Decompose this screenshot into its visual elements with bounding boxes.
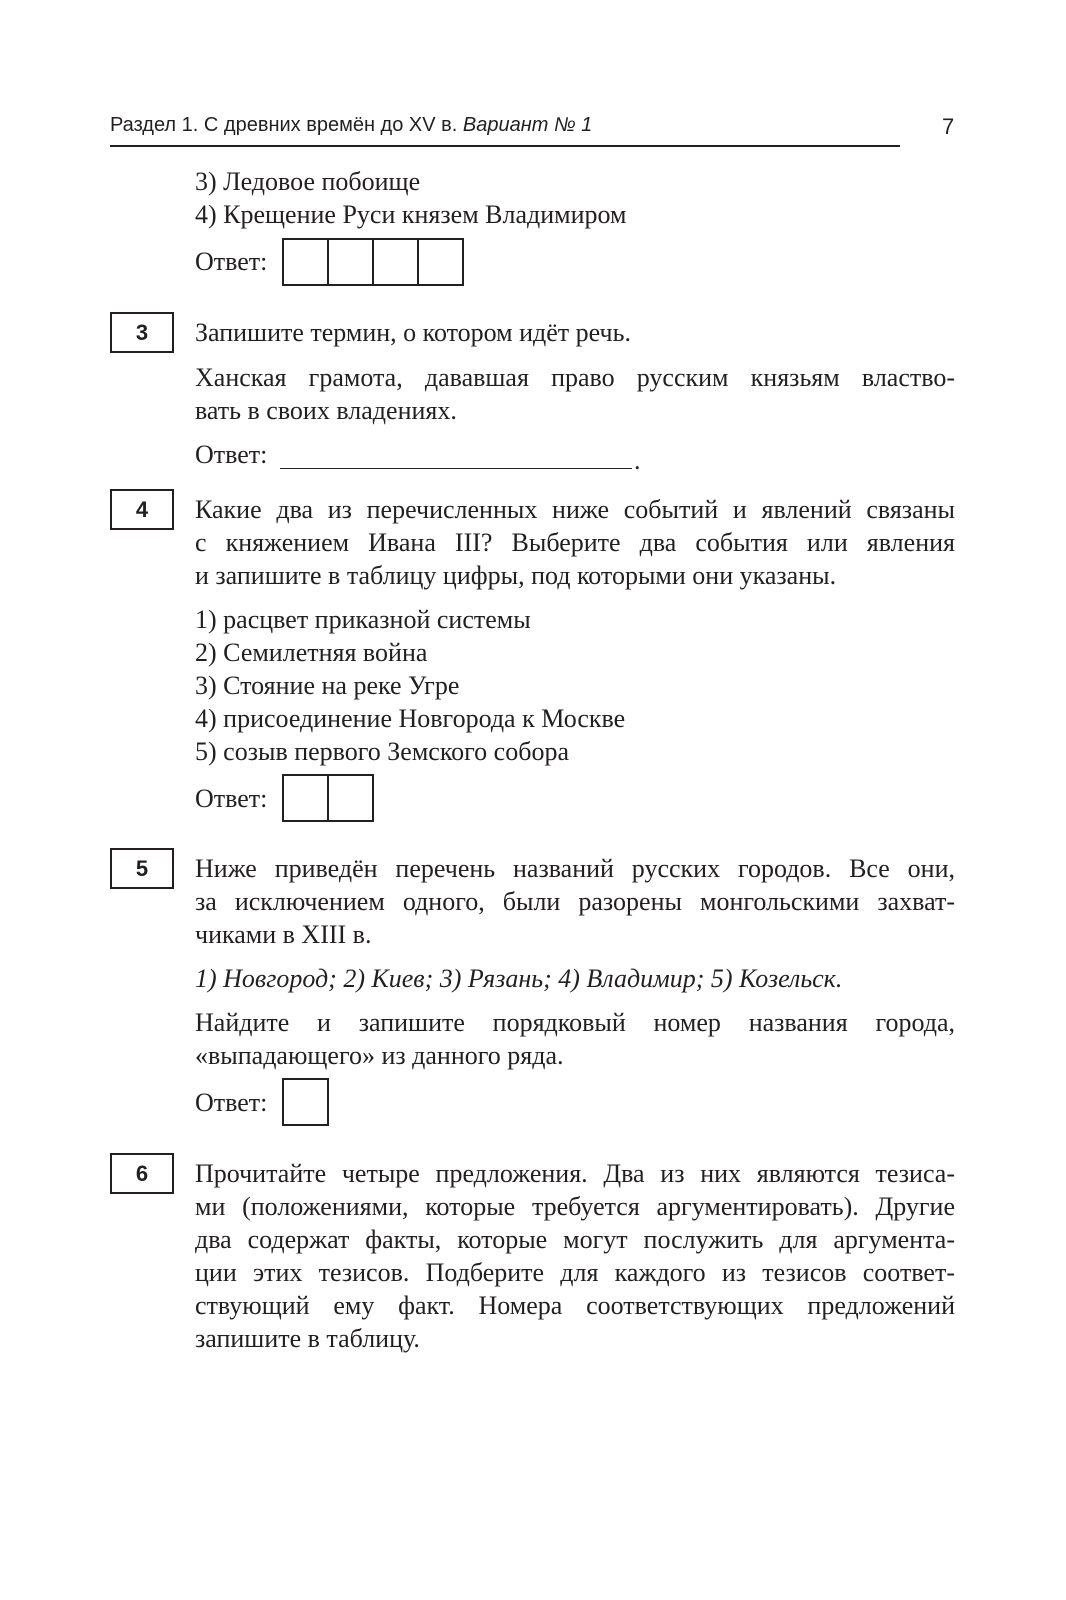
answer-boxes-q2[interactable] [282, 238, 464, 286]
question-text-line: чиками в XIII в. [195, 920, 372, 949]
section-title: Раздел 1. С древних времён до XV в. [110, 114, 458, 136]
question-text-line: ми (положениями, которые требуется аргументировать). Другие [195, 1192, 955, 1221]
page-number: 7 [942, 114, 955, 139]
answer-write-line[interactable] [280, 468, 632, 469]
question-text-line: за исключением одного, были разорены монгольскими захват- [195, 887, 955, 916]
question-number-5: 5 [110, 848, 174, 889]
answer-cell[interactable] [327, 238, 374, 286]
answer-cell[interactable] [282, 1078, 329, 1126]
answer-cell[interactable] [327, 774, 374, 822]
question-text-line: Прочитайте четыре предложения. Два из них являются тезиса- [195, 1159, 955, 1188]
option-line: 5) созыв первого Земского собора [195, 737, 569, 766]
answer-boxes-q4[interactable] [282, 774, 374, 822]
option-line: 2) Семилетняя война [195, 638, 428, 667]
option-line: 4) Крещение Руси князем Владимиром [195, 200, 627, 229]
option-line: 3) Ледовое побоище [195, 167, 421, 196]
question-text-line: два содержат факты, которые могут послужить для аргумента- [195, 1225, 955, 1254]
question-text-line: запишите в таблицу. [195, 1324, 420, 1353]
variant-label: Вариант № 1 [462, 114, 593, 136]
question-task-line: «выпадающего» из данного ряда. [195, 1041, 564, 1070]
option-line: 4) присоединение Новгорода к Москве [195, 704, 626, 733]
answer-boxes-q5[interactable] [282, 1078, 329, 1126]
question-text-line: Ниже приведён перечень названий русских городов. Все они, [195, 854, 955, 883]
answer-label: Ответ: [195, 784, 268, 813]
answer-cell[interactable] [282, 774, 329, 822]
question-text-line: с княжением Ивана III? Выберите два события или явления [195, 528, 955, 557]
question-text-line: вать в своих владениях. [195, 396, 457, 425]
question-text-line: ствующий ему факт. Номера соответствующих предложений [195, 1291, 955, 1320]
question-number-6: 6 [110, 1153, 174, 1194]
city-list: 1) Новгород; 2) Киев; 3) Рязань; 4) Владимир; 5) Козельск. [195, 964, 843, 993]
header-rule [110, 145, 900, 147]
answer-end-dot: . [634, 446, 641, 475]
question-task: Запишите термин, о котором идёт речь. [195, 318, 631, 347]
answer-label: Ответ: [195, 247, 268, 276]
answer-cell[interactable] [417, 238, 464, 286]
question-text-line: Какие два из перечисленных ниже событий и явлений связаны [195, 495, 955, 524]
question-task-line: Найдите и запишите порядковый номер названия города, [195, 1008, 955, 1037]
answer-label: Ответ: [195, 1088, 268, 1117]
question-number-4: 4 [110, 489, 174, 530]
option-line: 3) Стояние на реке Угре [195, 671, 460, 700]
answer-label: Ответ: [195, 440, 268, 469]
answer-cell[interactable] [282, 238, 329, 286]
question-text-line: ции этих тезисов. Подберите для каждого из тезисов соответ- [195, 1258, 955, 1287]
question-text-line: Ханская грамота, дававшая право русским князьям властво- [195, 363, 955, 392]
option-line: 1) расцвет приказной системы [195, 605, 531, 634]
question-number-3: 3 [110, 312, 174, 353]
answer-cell[interactable] [372, 238, 419, 286]
question-text-line: и запишите в таблицу цифры, под которыми они указаны. [195, 561, 837, 590]
running-header [110, 114, 592, 137]
